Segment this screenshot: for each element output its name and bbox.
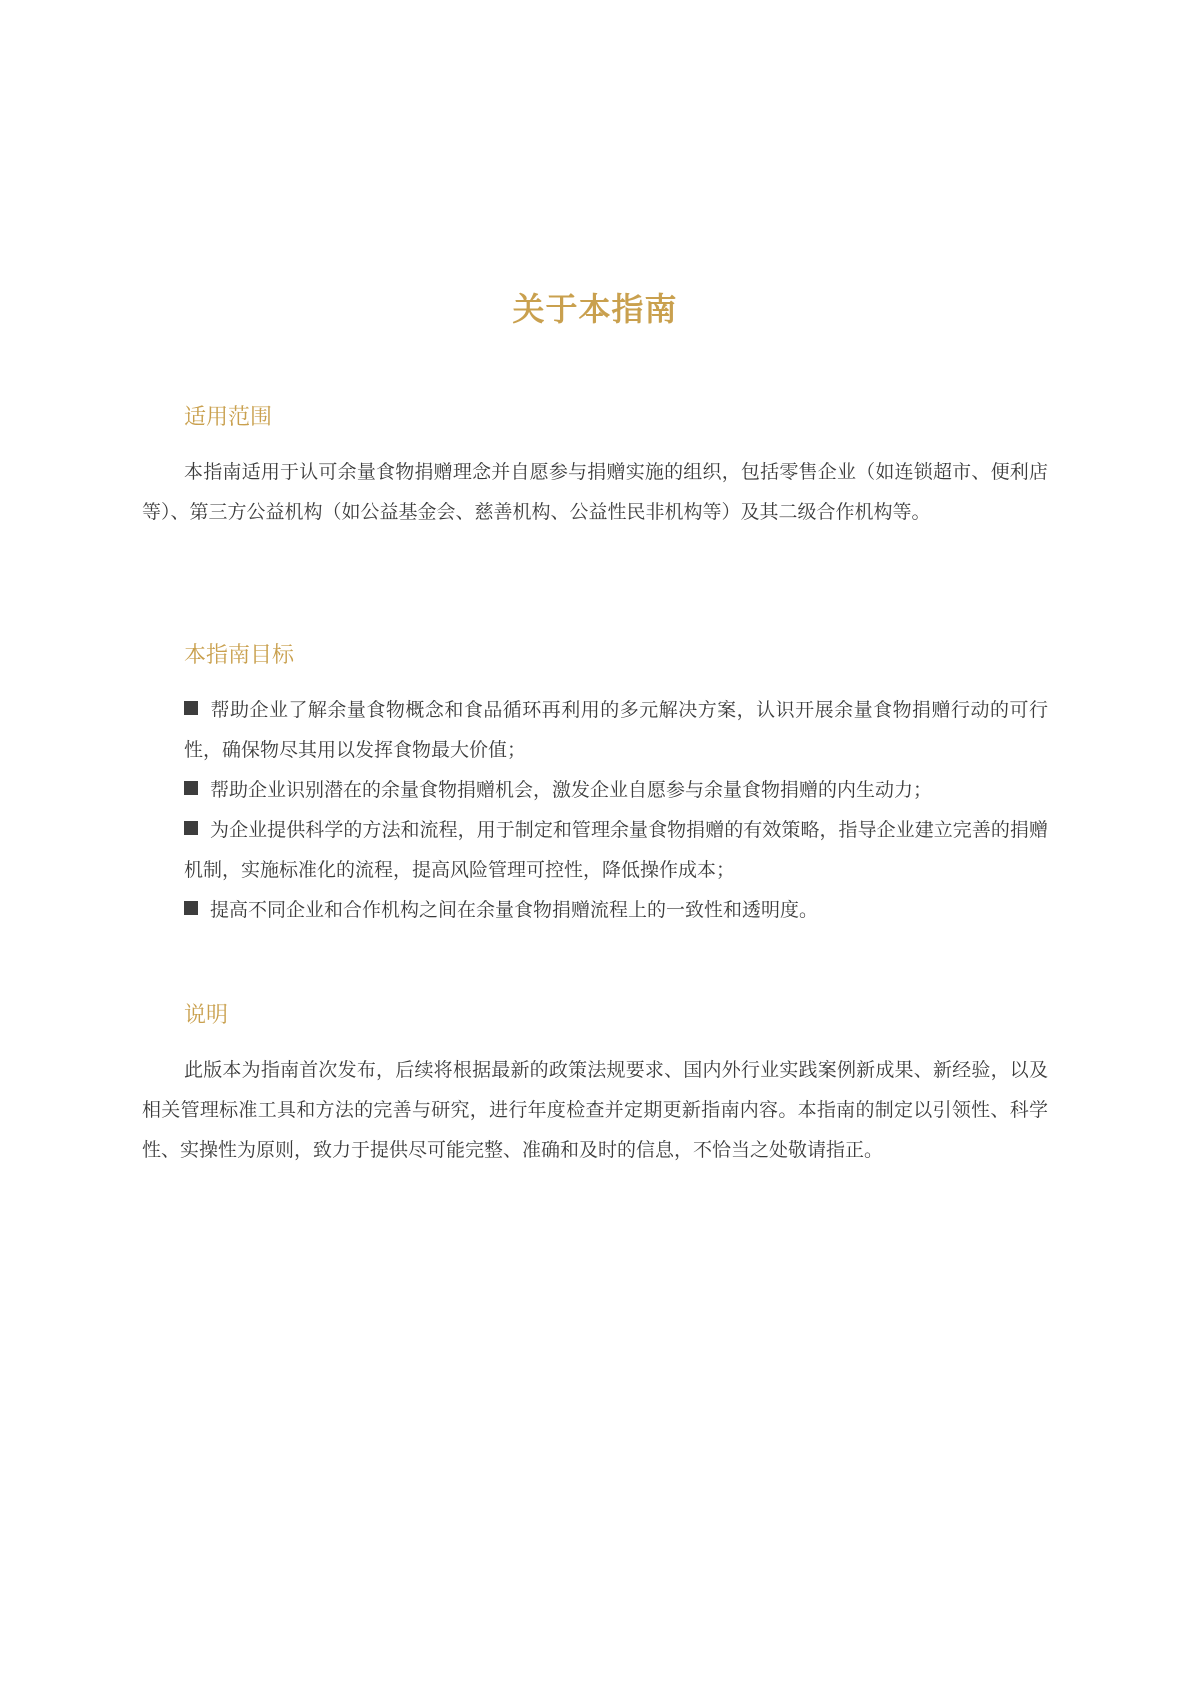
- list-item: [184, 770, 1048, 810]
- section-goals: [142, 638, 1048, 930]
- list-item: [184, 890, 1048, 930]
- notes-paragraph: 此版本为指南首次发布，后续将根据最新的政策法规要求、国内外行业实践案例新成果、新经验，以及相关管理标准工具和方法的完善与研究，进行年度检查并定期更新指南内容。本指南的制定以引领性、科学性、实操性为原则，致力于提供尽可能完整、准确和及时的信息，不恰当之处敬请指正。: [142, 1059, 1048, 1161]
- square-bullet-icon: [184, 701, 198, 715]
- list-item-text: 帮助企业识别潜在的余量食物捐赠机会，激发企业自愿参与余量食物捐赠的内生动力；: [210, 779, 933, 801]
- section-heading-goals: 本指南目标: [184, 643, 295, 668]
- section-scope: [142, 400, 1048, 532]
- square-bullet-icon: [184, 821, 198, 835]
- section-heading-notes: 说明: [184, 1003, 229, 1028]
- list-item-text: 为企业提供科学的方法和流程，用于制定和管理余量食物捐赠的有效策略，指导企业建立完善的捐赠机制，实施标准化的流程，提高风险管理可控性，降低操作成本；: [184, 819, 1048, 881]
- list-item: [184, 690, 1048, 770]
- square-bullet-icon: [184, 901, 198, 915]
- page-title: 关于本指南: [512, 290, 678, 328]
- section-notes: [142, 998, 1048, 1170]
- scope-paragraph: 本指南适用于认可余量食物捐赠理念并自愿参与捐赠实施的组织，包括零售企业（如连锁超市、便利店等）、第三方公益机构（如公益基金会、慈善机构、公益性民非机构等）及其二级合作机构等。: [142, 461, 1048, 523]
- square-bullet-icon: [184, 781, 198, 795]
- list-item: [184, 810, 1048, 890]
- list-item-text: 提高不同企业和合作机构之间在余量食物捐赠流程上的一致性和透明度。: [210, 899, 819, 921]
- section-heading-scope: 适用范围: [184, 405, 273, 430]
- goals-list: [142, 690, 1048, 930]
- list-item-text: 帮助企业了解余量食物概念和食品循环再利用的多元解决方案，认识开展余量食物捐赠行动的可行性，确保物尽其用以发挥食物最大价值；: [184, 699, 1048, 761]
